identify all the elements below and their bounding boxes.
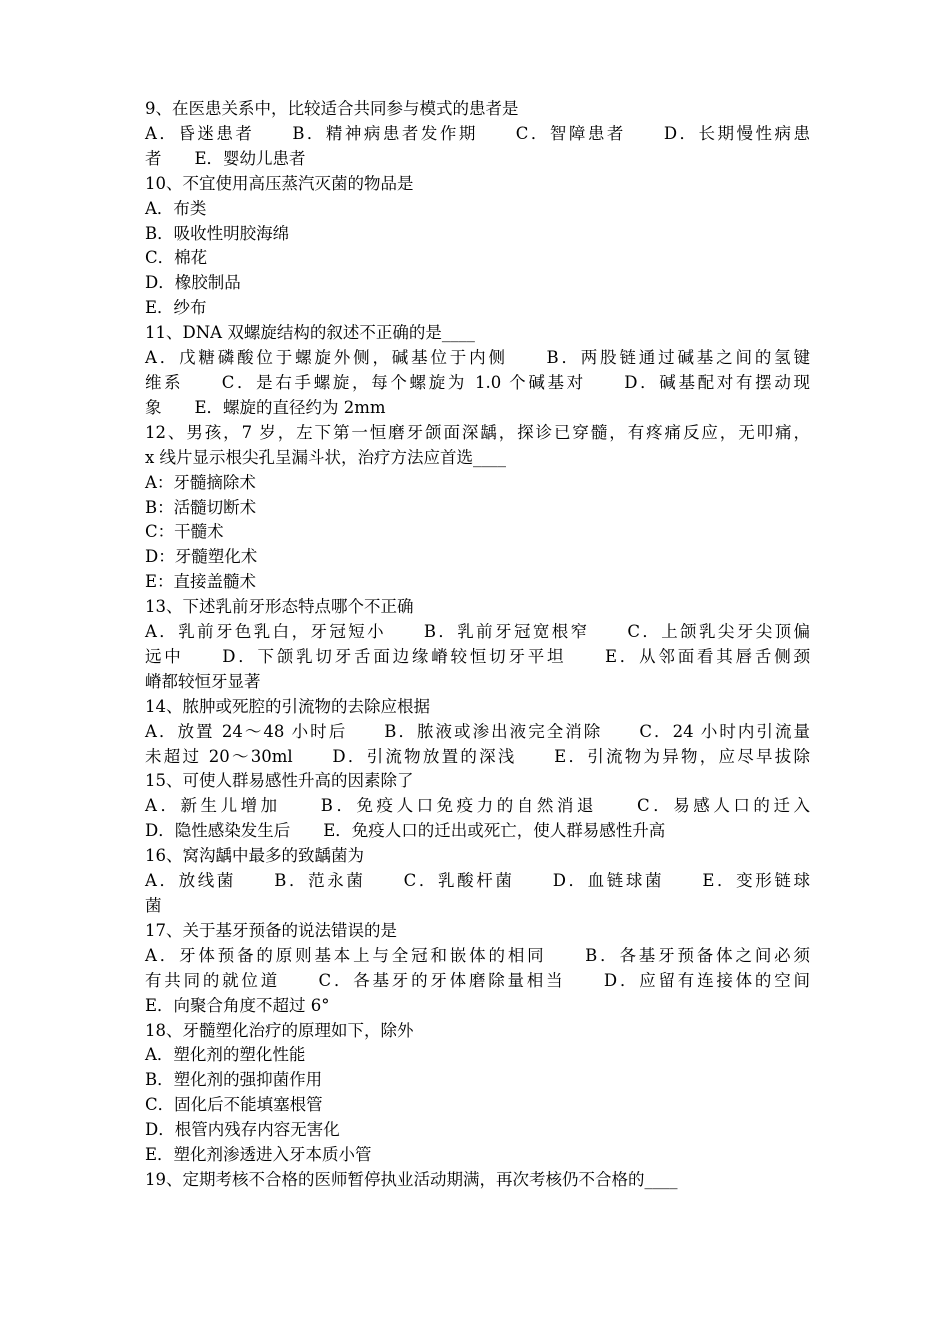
question-9-stem: 9、在医患关系中，比较适合共同参与模式的患者是 <box>145 99 519 118</box>
question-11-options-line-3: 象 E．螺旋的直径约为 2mm <box>145 397 386 417</box>
question-10-option-a: A．布类 <box>145 198 207 218</box>
question-10-option-c: C．棉花 <box>145 248 208 268</box>
question-13-stem: 13、下述乳前牙形态特点哪个不正确 <box>145 597 414 617</box>
question-17-options-line-3: E．向聚合角度不超过 6° <box>145 995 330 1015</box>
question-18-option-a: A．塑化剂的塑化性能 <box>145 1045 306 1065</box>
question-12-option-b: B：活髓切断术 <box>145 497 257 517</box>
question-13-options-line-2: 远中 D．下颌乳切牙舌面边缘嵴较恒切牙平坦 E．从邻面看其唇舌侧颈 <box>145 646 810 666</box>
question-15-options-line-2: D．隐性感染发生后 E．免疫人口的迁出或死亡，使人群易感性升高 <box>145 821 666 841</box>
question-11-options-line-2: 维系 C．是右手螺旋，每个螺旋为 1.0 个碱基对 D．碱基配对有摆动现 <box>145 372 810 392</box>
question-18-option-e: E．塑化剂渗透进入牙本质小管 <box>145 1145 372 1165</box>
question-9-options-line-1: A．昏迷患者 B．精神病患者发作期 C．智障患者 D．长期慢性病患 <box>145 123 810 143</box>
question-12-stem-line-2: x 线片显示根尖孔呈漏斗状，治疗方法应首选____ <box>145 447 507 467</box>
question-16-options-line-1: A．放线菌 B．范永菌 C．乳酸杆菌 D．血链球菌 E．变形链球 <box>145 871 810 891</box>
document-page <box>145 97 810 1193</box>
question-14-options-line-2: 未超过 20～30ml D．引流物放置的深浅 E．引流物为异物，应尽早拔除 <box>145 746 810 766</box>
question-10-option-e: E．纱布 <box>145 298 207 318</box>
question-17-options-line-2: 有共同的就位道 C．各基牙的牙体磨除量相当 D．应留有连接体的空间 <box>145 970 810 990</box>
question-10-option-b: B．吸收性明胶海绵 <box>145 223 290 243</box>
question-13-options-line-3: 嵴都较恒牙显著 <box>145 671 261 691</box>
question-16-stem: 16、窝沟龋中最多的致龋菌为 <box>145 846 364 866</box>
question-18-option-c: C．固化后不能填塞根管 <box>145 1095 323 1115</box>
question-12-option-a: A：牙髓摘除术 <box>145 472 256 492</box>
question-12-stem-line-1: 12、男孩，7 岁，左下第一恒磨牙颌面深龋，探诊已穿髓，有疼痛反应，无叩痛， <box>145 422 810 442</box>
question-17-options-line-1: A．牙体预备的原则基本上与全冠和嵌体的相同 B．各基牙预备体之间必须 <box>145 945 810 965</box>
question-12-option-e: E：直接盖髓术 <box>145 572 257 592</box>
question-11-options-line-1: A．戊糖磷酸位于螺旋外侧，碱基位于内侧 B．两股链通过碱基之间的氢键 <box>145 348 810 368</box>
question-11-stem: 11、DNA 双螺旋结构的叙述不正确的是____ <box>145 323 475 343</box>
question-9-options-line-2: 者 E．婴幼儿患者 <box>145 148 306 168</box>
question-14-stem: 14、脓肿或死腔的引流物的去除应根据 <box>145 696 430 716</box>
question-15-options-line-1: A．新生儿增加 B．免疫人口免疫力的自然消退 C．易感人口的迁入 <box>145 796 810 816</box>
question-13-options-line-1: A．乳前牙色乳白，牙冠短小 B．乳前牙冠宽根窄 C．上颌乳尖牙尖顶偏 <box>145 622 810 642</box>
question-10-option-d: D．橡胶制品 <box>145 273 241 293</box>
question-16-options-line-2: 菌 <box>145 896 162 915</box>
question-15-stem: 15、可使人群易感性升高的因素除了 <box>145 771 414 791</box>
question-18-option-d: D．根管内残存内容无害化 <box>145 1120 340 1140</box>
question-10-stem: 10、不宜使用高压蒸汽灭菌的物品是 <box>145 173 414 193</box>
question-17-stem: 17、关于基牙预备的说法错误的是 <box>145 920 397 940</box>
question-19-stem: 19、定期考核不合格的医师暂停执业活动期满，再次考核仍不合格的____ <box>145 1169 678 1189</box>
question-12-option-d: D：牙髓塑化术 <box>145 547 258 567</box>
question-18-stem: 18、牙髓塑化治疗的原理如下，除外 <box>145 1020 414 1040</box>
question-18-option-b: B．塑化剂的强抑菌作用 <box>145 1070 323 1090</box>
question-14-options-line-1: A．放置 24～48 小时后 B．脓液或渗出液完全消除 C．24 小时内引流量 <box>145 721 810 741</box>
question-12-option-c: C：干髓术 <box>145 522 224 542</box>
